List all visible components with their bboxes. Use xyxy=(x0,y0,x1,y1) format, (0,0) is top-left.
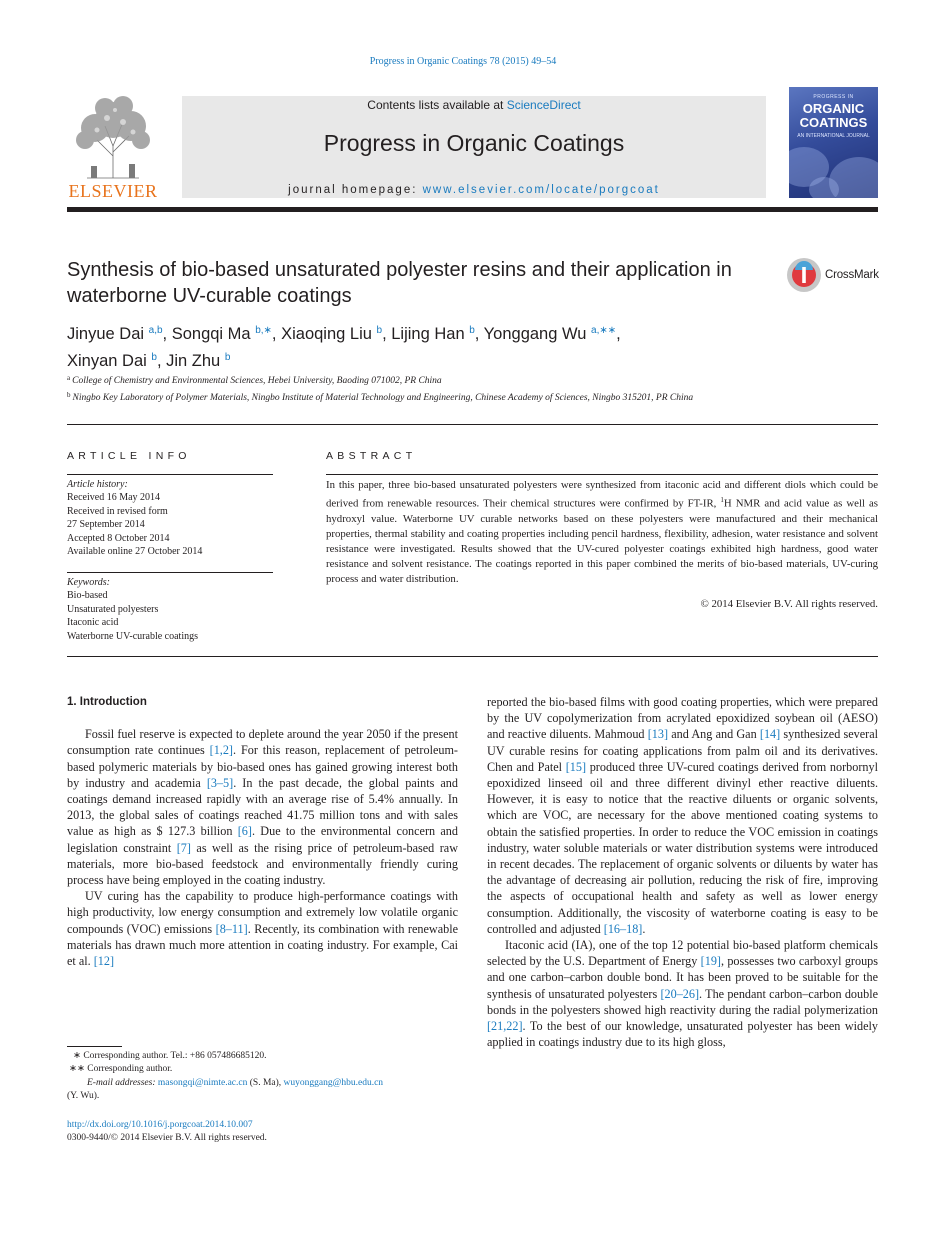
paragraph: reported the bio-based films with good coating properties, which were prepared by the UV copolymerization from acrylated epoxidized soybean oil (AESO) and reactive diluents. Mahmoud [13] and Ang and Gan [14] synthesized several UV curable resins for coating applications from palm oil and its derivatives. Chen and Patel [15] produced three UV-cured coatings derived from norbornyl epoxidized linseed oil and three different divinyl ether reactive diluents. However, it is easy to notice that the reactive diluents or organic solvents, which are VOC, are necessary for the above mentioned coating systems to obtain the satisfied properties. In order to reduce the VOC emission in coatings industry, water soluble materials or water distribution systems were introduced in recent decades. The replacement of organic solvents or diluents by water has the advantage of decreasing air pollution, reducing the risk of fire, improving the aspects of occupational health and safety as well as lower energy consumption. Additionally, the viscosity of waterborne coating is easy to be controlled and adjusted [16–18]. xyxy=(487,695,879,936)
issn-line: 0300-9440/© 2014 Elsevier B.V. All rights reserved. xyxy=(67,1133,267,1144)
reference-link[interactable]: [13] xyxy=(647,727,669,742)
reference-link[interactable]: [1,2] xyxy=(209,743,233,758)
journal-homepage-line xyxy=(182,184,766,196)
cover-subtitle: AN INTERNATIONAL JOURNAL xyxy=(797,133,870,139)
cover-title-line1: ORGANIC xyxy=(802,101,865,116)
reference-link[interactable]: [14] xyxy=(759,727,781,742)
keyword-item: Itaconic acid xyxy=(67,617,119,629)
keyword-item: Bio-based xyxy=(67,590,108,602)
author[interactable]: Songqi Ma $^{b,∗}$, xyxy=(171,325,282,343)
email-link[interactable]: wuyonggang@hbu.edu.cn xyxy=(283,1077,384,1088)
footnote-item: ∗ Corresponding author. Tel.: +86 057486685120. xyxy=(73,1051,267,1061)
journal-citation[interactable]: Progress in Organic Coatings 78 (2015) 49–54 xyxy=(369,56,557,67)
reference-link[interactable]: [21,22] xyxy=(487,1019,523,1034)
homepage-prefix: journal homepage: xyxy=(288,184,423,196)
crossmark-label: CrossMark xyxy=(825,269,879,281)
header-rule xyxy=(67,207,878,212)
author-list xyxy=(67,319,867,373)
affiliation-rule xyxy=(67,424,878,425)
body-left-column xyxy=(67,694,458,969)
email-link[interactable]: masongqi@nimte.ac.cn xyxy=(157,1077,248,1088)
footnote-rule xyxy=(67,1046,122,1047)
history-item: 27 September 2014 xyxy=(67,519,145,531)
journal-header-band xyxy=(182,96,766,198)
elsevier-tree-icon xyxy=(67,96,159,180)
article-history-label: Article history: xyxy=(67,479,128,490)
author-affiliation-ref[interactable]: b xyxy=(151,352,157,363)
reference-link[interactable]: [3–5] xyxy=(206,775,234,790)
affiliation-item: $^b$ Ningbo Key Laboratory of Polymer Materials, Ningbo Institute of Material Technology and Engineering, Chinese Academy of Sciences, Ningbo 315201, PR China xyxy=(67,390,694,403)
author-affiliation-ref[interactable]: b,∗ xyxy=(255,325,272,336)
author-affiliation-ref[interactable]: b xyxy=(224,352,231,363)
article-history xyxy=(67,478,273,558)
doi-link[interactable]: http://dx.doi.org/10.1016/j.porgcoat.2014.10.007 xyxy=(67,1120,253,1130)
paragraph: Itaconic acid (IA), one of the top 12 potential bio-based platform chemicals selected by the U.S. Department of Energy [19], possesses two carboxyl groups and one carbon–carbon double bond. It has been proved to be suitable for the synthesis of unsaturated polyesters [20–26]. The pendant carbon–carbon double bonds in the polyesters showed high reactivity during the radial polymerization [21,22]. To the best of our knowledge, unsaturated polyester has been widely applied in coatings industry due to its high gloss, xyxy=(487,938,878,1050)
footnote-item: ∗∗ Corresponding author. xyxy=(69,1064,173,1075)
footnote-emails: E-mail addresses: masongqi@nimte.ac.cn (S. Ma), wuyonggang@hbu.edu.cn xyxy=(87,1077,384,1088)
crossmark-badge[interactable] xyxy=(787,258,879,294)
cover-small-text: PROGRESS IN xyxy=(813,94,854,100)
journal-homepage-link[interactable]: www.elsevier.com/locate/porgcoat xyxy=(422,184,660,196)
footnote-item: (Y. Wu). xyxy=(67,1091,100,1102)
abstract-text: In this paper, three bio-based unsaturated polyesters were synthesized from itaconic acid and different diols which could be derived from renewable resources. Their chemical structures were confirmed by FT-IR, $^1$H NMR and acid value as well as hydroxyl value. Waterborne UV curable networks based on these polyesters were manufactured and their mechanical properties, thermal stability and coating properties including pencil hardness, flexibility, adhesion, water resistance and solvent resistance were investigated. Results showed that the UV-cured polyester coatings exhibited high hardness, good water resistance and solvent resistance. The coatings reported in this paper combined the merits of bio-based materials, UV-curing process and water distribution. xyxy=(326,479,878,585)
journal-cover-image[interactable] xyxy=(789,87,878,198)
affiliations xyxy=(67,372,797,405)
author-affiliation-ref[interactable]: a,∗∗ xyxy=(591,325,617,336)
reference-link[interactable]: [6] xyxy=(237,824,252,839)
author[interactable]: Jinyue Dai $^{a,b}$, xyxy=(67,325,172,343)
reference-link[interactable]: [8–11] xyxy=(215,921,248,936)
publisher-name: ELSEVIER xyxy=(68,181,158,201)
author-affiliation-ref[interactable]: a,b xyxy=(148,325,163,336)
paper-title: Synthesis of bio-based unsaturated polyester resins and their application in waterborne UV-curable coatings xyxy=(67,259,732,307)
abstract-copyright: © 2014 Elsevier B.V. All rights reserved. xyxy=(700,598,878,610)
reference-link[interactable]: [7] xyxy=(176,840,191,855)
affiliation-item: $^a$ College of Chemistry and Environmental Sciences, Hebei University, Baoding 071002, PR China xyxy=(67,374,442,386)
history-item: Received in revised form xyxy=(67,505,168,517)
article-info-heading: ARTICLE INFO xyxy=(67,450,191,462)
reference-link[interactable]: [16–18] xyxy=(603,921,643,936)
footnotes xyxy=(67,1050,458,1104)
author[interactable]: Xiaoqing Liu $^b$, xyxy=(281,325,392,343)
reference-link[interactable]: [20–26] xyxy=(660,986,700,1001)
author-affiliation-ref[interactable]: b xyxy=(376,325,383,336)
author[interactable]: Jin Zhu $^b$ xyxy=(166,352,231,370)
author[interactable]: Lijing Han $^b$, xyxy=(391,325,484,343)
doi-block xyxy=(67,1119,458,1146)
body-right-column xyxy=(487,694,878,1050)
author[interactable]: Xinyan Dai $^b$, xyxy=(67,352,167,370)
paragraph: UV curing has the capability to produce high-performance coatings with high productivity, low energy consumption and extremely low volatile organic compounds (VOC) emissions [8–11]. Recently, its combination with renewable materials has drawn much more attention in coating industry. For example, Cai et al. [12] xyxy=(67,889,458,969)
contents-line xyxy=(182,98,766,112)
abstract-heading: ABSTRACT xyxy=(326,450,417,462)
section-title: 1. Introduction xyxy=(67,696,147,708)
keywords-label: Keywords: xyxy=(67,577,110,588)
keyword-item: Unsaturated polyesters xyxy=(67,603,159,615)
cover-title xyxy=(789,102,878,130)
contents-prefix: Contents lists available at xyxy=(367,98,507,112)
author[interactable]: Yonggang Wu $^{a,∗∗}$, xyxy=(483,325,621,343)
history-item: Accepted 8 October 2014 xyxy=(67,532,170,544)
cover-title-line2: COATINGS xyxy=(799,115,868,130)
history-item: Available online 27 October 2014 xyxy=(67,546,203,558)
sciencedirect-link[interactable]: ScienceDirect xyxy=(506,98,581,112)
journal-title: Progress in Organic Coatings xyxy=(323,130,625,156)
keyword-item: Waterborne UV-curable coatings xyxy=(67,630,198,642)
keywords xyxy=(67,576,273,643)
history-item: Received 16 May 2014 xyxy=(67,492,161,504)
reference-link[interactable]: [12] xyxy=(93,954,115,969)
abstract-rule xyxy=(67,656,878,657)
reference-link[interactable]: [19] xyxy=(700,954,721,969)
reference-link[interactable]: [15] xyxy=(565,759,587,774)
paragraph: Fossil fuel reserve is expected to deplete around the year 2050 if the present consumption rate continues [1,2]. For this reason, replacement of petroleum-based polymeric materials by bio-based ones has gained growing interest both by industry and academia [3–5]. In the past decade, the global paints and coatings demand increased rapidly with an average rise of 5.4% annually. In 2013, the global sales of coatings reached 41.75 million tons and with sales value as high as $ 127.3 billion [6]. Due to the environmental concern and legislation constraint [7] as well as the rising price of petroleum-based raw materials, more bio-based feedstock and environmentally friendly curing process have being employed in the coating industry. xyxy=(67,727,458,888)
author-affiliation-ref[interactable]: b xyxy=(469,325,475,336)
